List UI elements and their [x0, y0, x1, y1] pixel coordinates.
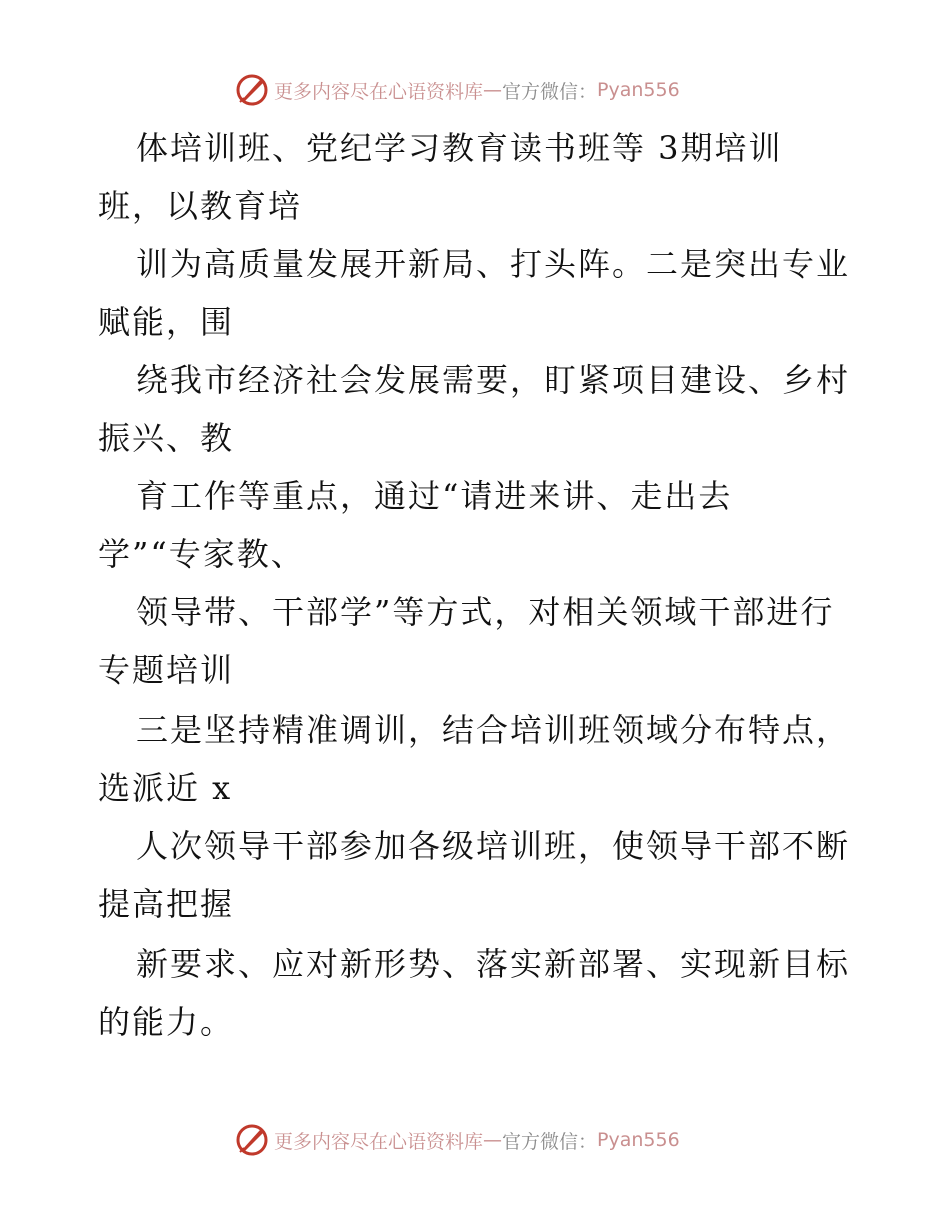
paragraph-6-line-1: 三是坚持精准调训，结合培训班领域分布特点，	[136, 711, 851, 749]
paragraph-7-line-1: 人次领导干部参加各级培训班，使领导干部不断	[136, 827, 851, 865]
paragraph-4-line-2: 学”“专家教、	[98, 535, 305, 573]
paragraph-2-line-1: 训为高质量发展开新局、打头阵。二是突出专业	[136, 245, 851, 283]
paragraph-3-line-2: 振兴、教	[98, 419, 235, 457]
paragraph-1-line-1: 体培训班、党纪学习教育读书班等 3期培训	[136, 129, 783, 167]
wechat-label: 官方微信：	[502, 1130, 598, 1153]
paragraph-5-line-1: 领导带、干部学”等方式，对相关领域干部进行	[136, 593, 835, 631]
paragraph-3-line-1: 绕我市经济社会发展需要，盯紧项目建设、乡村	[136, 361, 851, 399]
promo-dash: —	[483, 79, 503, 101]
paragraph-7-line-2: 提高把握	[98, 885, 235, 923]
wechat-id: Pyan556	[597, 79, 680, 101]
promo-text: 更多内容尽在心语资料库	[274, 1130, 484, 1153]
quill-circle-logo-icon	[234, 1122, 270, 1158]
wechat-label: 官方微信：	[502, 80, 598, 103]
paragraph-6-line-2: 选派近 x	[98, 769, 233, 807]
paragraph-4-line-1: 育工作等重点，通过“请进来讲、走出去	[136, 477, 733, 515]
paragraph-8-line-1: 新要求、应对新形势、落实新部署、实现新目标	[136, 945, 851, 983]
paragraph-1-line-2: 班，以教育培	[98, 187, 303, 225]
promo-dash: —	[483, 1129, 503, 1151]
paragraph-8-line-2: 的能力。	[98, 1003, 235, 1041]
wechat-id: Pyan556	[597, 1129, 680, 1151]
paragraph-5-line-2: 专题培训	[98, 651, 235, 689]
quill-circle-logo-icon	[234, 72, 270, 108]
header-watermark-banner	[234, 70, 714, 110]
promo-text: 更多内容尽在心语资料库	[274, 80, 484, 103]
paragraph-2-line-2: 赋能，围	[98, 303, 235, 341]
footer-watermark-banner	[234, 1120, 714, 1160]
